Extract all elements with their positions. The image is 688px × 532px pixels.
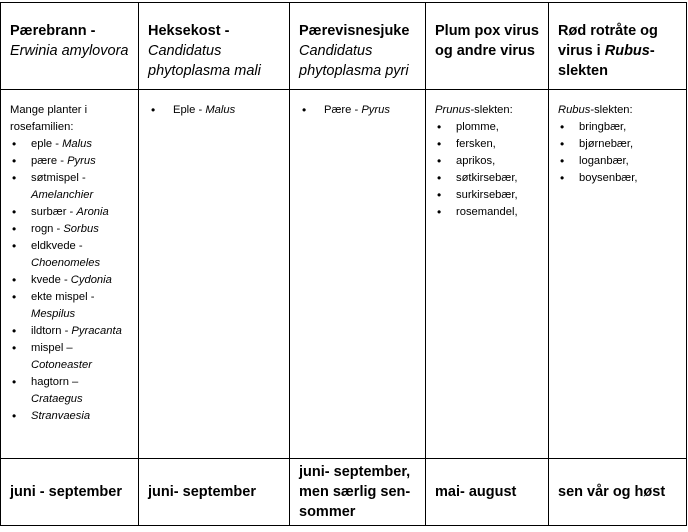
list-item: • Pære - Pyrus (302, 102, 419, 119)
period-paerevisnesjuke: juni- september, men særlig sen-sommer (290, 459, 426, 526)
list-item: • bjørnebær, (558, 136, 680, 153)
list-item: • rosemandel, (435, 204, 542, 221)
header-cell-paerebrann: Pærebrann - Erwinia amylovora (1, 3, 139, 90)
list-item: • ekte mispel - Mespilus (10, 289, 132, 323)
genus-intro: Prunus-slekten: (435, 104, 513, 116)
host-plant-table (0, 2, 687, 526)
list-item: • Eple - Malus (151, 102, 283, 119)
list-item: • pære - Pyrus (10, 153, 132, 170)
header-cell-heksekost: Heksekost - Candidatus phytoplasma mali (139, 3, 290, 90)
period-heksekost: juni- september (139, 459, 290, 526)
list-item: • surkirsebær, (435, 187, 542, 204)
list-item: • aprikos, (435, 153, 542, 170)
list-item: • eldkvede - Choenomeles (10, 238, 132, 272)
list-item: • fersken, (435, 136, 542, 153)
period-paerebrann: juni - september (1, 459, 139, 526)
list-item: • mispel – Cotoneaster (10, 340, 132, 374)
period-rod-rotrate: sen vår og høst (549, 459, 687, 526)
list-item: • plomme, (435, 119, 542, 136)
list-item: • surbær - Aronia (10, 204, 132, 221)
intro-text: Mange planter i rosefamilien: (10, 104, 88, 133)
period-plum-pox: mai- august (426, 459, 549, 526)
list-item: • søtmispel - Amelanchier (10, 170, 132, 204)
list-item: • rogn - Sorbus (10, 221, 132, 238)
list-item: • søtkirsebær, (435, 170, 542, 187)
hosts-plum-pox (426, 90, 549, 459)
list-item: • Stranvaesia (10, 408, 132, 425)
hosts-rod-rotrate (549, 90, 687, 459)
period-row (1, 459, 687, 526)
hosts-paerevisnesjuke (290, 90, 426, 459)
host-row (1, 90, 687, 459)
genus-intro: Rubus-slekten: (558, 104, 633, 116)
list-item: • eple - Malus (10, 136, 132, 153)
header-cell-rod-rotrate: Rød rotråte og virus i Rubus-slekten (549, 3, 687, 90)
hosts-paerebrann (1, 90, 139, 459)
list-item: • hagtorn – Crataegus (10, 374, 132, 408)
list-item: • ildtorn - Pyracanta (10, 323, 132, 340)
header-cell-plum-pox: Plum pox virus og andre virus (426, 3, 549, 90)
list-item: • kvede - Cydonia (10, 272, 132, 289)
header-row (1, 3, 687, 90)
list-item: • boysenbær, (558, 170, 680, 187)
header-cell-paerevisnesjuke: Pærevisnesjuke Candidatus phytoplasma pyri (290, 3, 426, 90)
hosts-heksekost (139, 90, 290, 459)
list-item: • loganbær, (558, 153, 680, 170)
list-item: • bringbær, (558, 119, 680, 136)
